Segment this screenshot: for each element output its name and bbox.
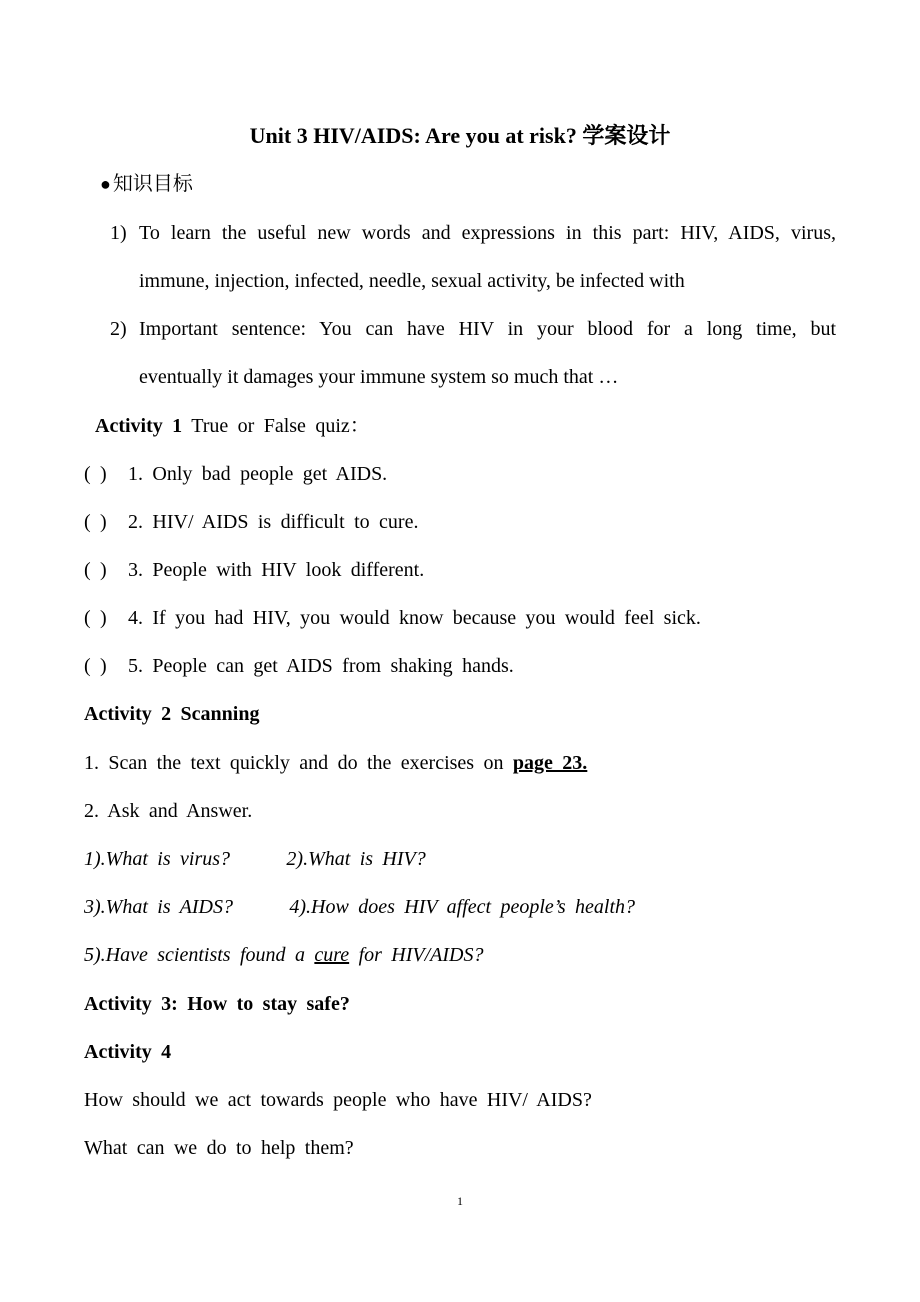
quiz-item-5: [84, 654, 514, 678]
quiz-statement: 3. People with HIV look different.: [128, 559, 425, 581]
quiz-statement: 5. People can get AIDS from shaking hands.: [128, 655, 514, 677]
question-line-3: [84, 943, 484, 967]
objectives-heading: [100, 172, 193, 196]
answer-blank[interactable]: ( ): [84, 655, 107, 677]
objectives-heading-text: 知识目标: [112, 173, 193, 195]
activity1-heading: [95, 414, 370, 438]
answer-blank[interactable]: ( ): [84, 511, 107, 533]
objective-text-line2: immune, injection, infected, needle, sexual activity, be infected with: [139, 270, 685, 292]
page-number: 1: [457, 1194, 463, 1208]
objective-text-line1: To learn the useful new words and expressions in this part: HIV, AIDS, virus,: [139, 222, 836, 244]
bullet-icon: ●: [100, 174, 111, 194]
quiz-item-2: [84, 510, 418, 534]
objective-number: 1): [110, 222, 127, 244]
objective-number: 2): [110, 318, 127, 340]
quiz-item-1: [84, 462, 387, 486]
activity1-label: Activity 1: [95, 415, 183, 437]
answer-blank[interactable]: ( ): [84, 559, 107, 581]
activity2-step1: [84, 751, 587, 775]
activity4-question-2: What can we do to help them?: [84, 1137, 354, 1159]
step1-text: 1. Scan the text quickly and do the exercises on: [84, 752, 504, 774]
quiz-item-4: [84, 606, 701, 630]
activity4-heading: Activity 4: [84, 1041, 172, 1063]
objective-text-line1: Important sentence: You can have HIV in your blood for a long time, but: [139, 318, 836, 340]
activity1-title: True or False quiz：: [191, 415, 370, 437]
answer-blank[interactable]: ( ): [84, 607, 107, 629]
question-line-2: 3).What is AIDS? 4).How does HIV affect people’s health?: [84, 896, 636, 918]
activity2-step2: 2. Ask and Answer.: [84, 800, 253, 822]
cure-word: cure: [314, 944, 350, 966]
activity2-heading: Activity 2 Scanning: [84, 703, 260, 725]
question-text-post: for HIV/AIDS?: [358, 944, 484, 966]
question-text-pre: 5).Have scientists found a: [84, 944, 305, 966]
activity4-question-1: How should we act towards people who have HIV/ AIDS?: [84, 1089, 592, 1111]
activity3-heading: Activity 3: How to stay safe?: [84, 993, 350, 1015]
objective-text-line2: eventually it damages your immune system so much that …: [139, 366, 619, 388]
quiz-statement: 2. HIV/ AIDS is difficult to cure.: [128, 511, 419, 533]
question-line-1: 1).What is virus? 2).What is HIV?: [84, 848, 426, 870]
answer-blank[interactable]: ( ): [84, 463, 107, 485]
quiz-statement: 1. Only bad people get AIDS.: [128, 463, 388, 485]
document-title: Unit 3 HIV/AIDS: Are you at risk? 学案设计: [249, 123, 671, 148]
page-reference-link[interactable]: page 23.: [512, 752, 588, 774]
quiz-item-3: [84, 558, 424, 582]
quiz-statement: 4. If you had HIV, you would know because you would feel sick.: [128, 607, 701, 629]
